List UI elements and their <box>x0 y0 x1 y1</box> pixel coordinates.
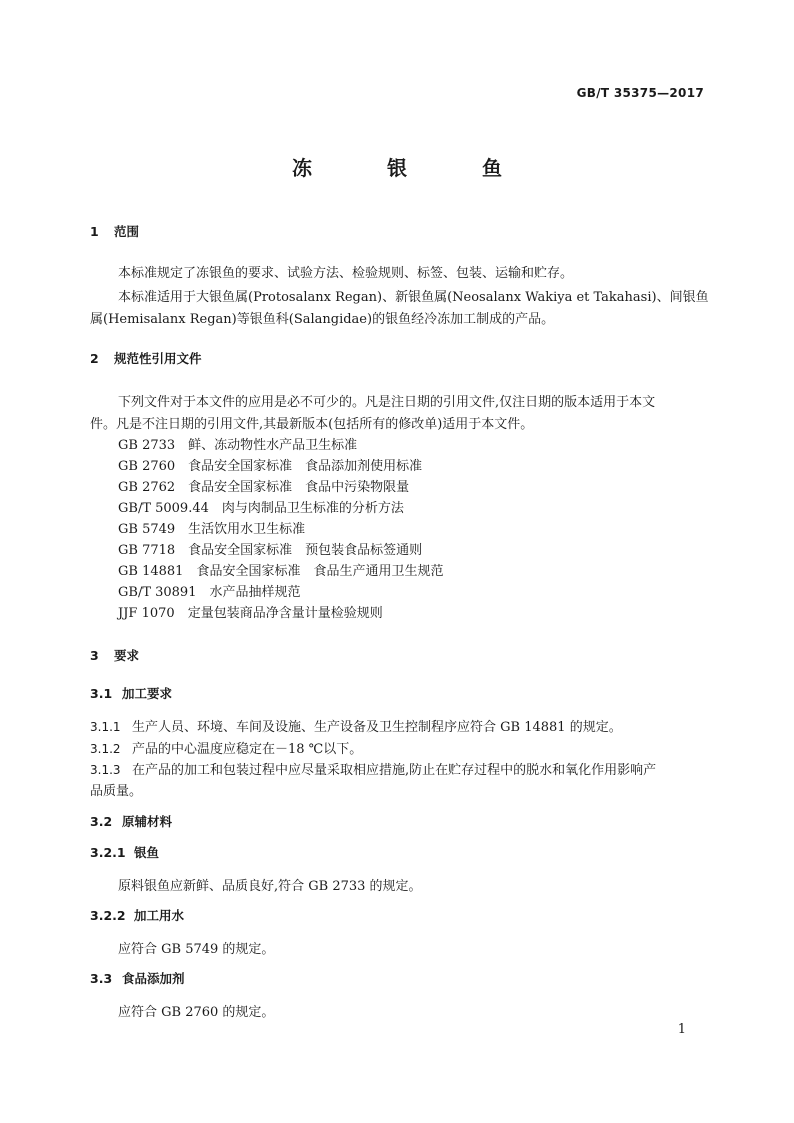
subsection-3-1-heading <box>90 684 172 702</box>
section-title: 食品添加剂 <box>122 971 185 986</box>
section-number: 3.2.2 <box>90 908 126 923</box>
section-title: 加工用水 <box>134 908 185 923</box>
reference-item <box>118 581 301 600</box>
section-title: 要求 <box>114 648 140 663</box>
reference-code: GB 2760 <box>118 459 176 474</box>
clause-text: 生产人员、环境、车间及设施、生产设备及卫生控制程序应符合 GB 14881 的规定。 <box>132 720 622 735</box>
reference-item <box>118 518 305 537</box>
reference-code: GB 5749 <box>118 522 176 537</box>
reference-title: 肉与肉制品卫生标准的分析方法 <box>221 501 404 516</box>
paragraph: 应符合 GB 2760 的规定。 <box>118 1005 275 1020</box>
subsection-3-3-heading <box>90 969 185 987</box>
clause-text: 产品的中心温度应稳定在－18 ℃以下。 <box>132 742 363 757</box>
clause-3-1-3 <box>90 759 656 778</box>
reference-code: GB 14881 <box>118 564 184 579</box>
paragraph: 件。凡是不注日期的引用文件,其最新版本(包括所有的修改单)适用于本文件。 <box>90 417 534 432</box>
page-number: 1 <box>677 1022 686 1037</box>
reference-item <box>118 602 383 621</box>
paragraph: 本标准适用于大银鱼属(Protosalanx Regan)、新银鱼属(Neosalanx Wakiya et Takahasi)、间银鱼 <box>118 290 709 305</box>
section-number: 3.2 <box>90 814 113 829</box>
clause-3-1-1 <box>90 716 622 735</box>
clause-continuation: 品质量。 <box>90 784 143 799</box>
clause-text: 在产品的加工和包装过程中应尽量采取相应措施,防止在贮存过程中的脱水和氧化作用影响产 <box>132 763 657 778</box>
section-number: 3.1 <box>90 686 113 701</box>
reference-code: GB/T 5009.44 <box>118 501 209 516</box>
clause-3-1-2 <box>90 738 362 757</box>
reference-item <box>118 560 443 579</box>
reference-item <box>118 434 357 453</box>
reference-title: 食品安全国家标准 预包装食品标签通则 <box>188 543 423 558</box>
subsection-3-2-2-heading <box>90 906 184 924</box>
section-number: 3.3 <box>90 971 113 986</box>
section-title: 加工要求 <box>122 686 173 701</box>
clause-number: 3.1.3 <box>90 763 121 777</box>
clause-number: 3.1.1 <box>90 720 121 734</box>
section-number: 1 <box>90 224 99 239</box>
section-title: 范围 <box>114 224 140 239</box>
paragraph: 应符合 GB 5749 的规定。 <box>118 942 275 957</box>
subsection-3-2-heading <box>90 812 172 830</box>
reference-title: 生活饮用水卫生标准 <box>188 522 306 537</box>
reference-code: GB 7718 <box>118 543 176 558</box>
subsection-3-2-1-heading <box>90 843 159 861</box>
section-title: 银鱼 <box>134 845 160 860</box>
paragraph: 下列文件对于本文件的应用是必不可少的。凡是注日期的引用文件,仅注日期的版本适用于本文 <box>118 395 656 410</box>
reference-title: 食品安全国家标准 食品添加剂使用标准 <box>188 459 423 474</box>
clause-number: 3.1.2 <box>90 742 121 756</box>
reference-code: GB 2733 <box>118 438 176 453</box>
section-number: 3.2.1 <box>90 845 126 860</box>
reference-item <box>118 455 422 474</box>
reference-title: 水产品抽样规范 <box>209 585 301 600</box>
reference-title: 食品安全国家标准 食品中污染物限量 <box>188 480 410 495</box>
section-title: 原辅材料 <box>122 814 173 829</box>
reference-title: 定量包装商品净含量计量检验规则 <box>187 606 383 621</box>
section-2-heading <box>90 349 202 367</box>
reference-item <box>118 539 422 558</box>
reference-code: GB 2762 <box>118 480 176 495</box>
section-number: 2 <box>90 351 99 366</box>
reference-item <box>118 476 409 495</box>
section-3-heading <box>90 646 139 664</box>
paragraph: 原料银鱼应新鲜、品质良好,符合 GB 2733 的规定。 <box>118 879 422 894</box>
reference-title: 鲜、冻动物性水产品卫生标准 <box>188 438 358 453</box>
section-number: 3 <box>90 648 99 663</box>
section-1-heading <box>90 222 139 240</box>
reference-code: GB/T 30891 <box>118 585 197 600</box>
paragraph: 本标准规定了冻银鱼的要求、试验方法、检验规则、标签、包装、运输和贮存。 <box>118 266 574 281</box>
standard-number: GB/T 35375—2017 <box>576 86 704 100</box>
section-title: 规范性引用文件 <box>114 351 202 366</box>
document-title: 冻 银 鱼 <box>292 156 536 180</box>
reference-title: 食品安全国家标准 食品生产通用卫生规范 <box>196 564 444 579</box>
reference-item <box>118 497 404 516</box>
paragraph: 属(Hemisalanx Regan)等银鱼科(Salangidae)的银鱼经冷冻加工制成的产品。 <box>90 312 555 327</box>
reference-code: JJF 1070 <box>118 606 175 621</box>
